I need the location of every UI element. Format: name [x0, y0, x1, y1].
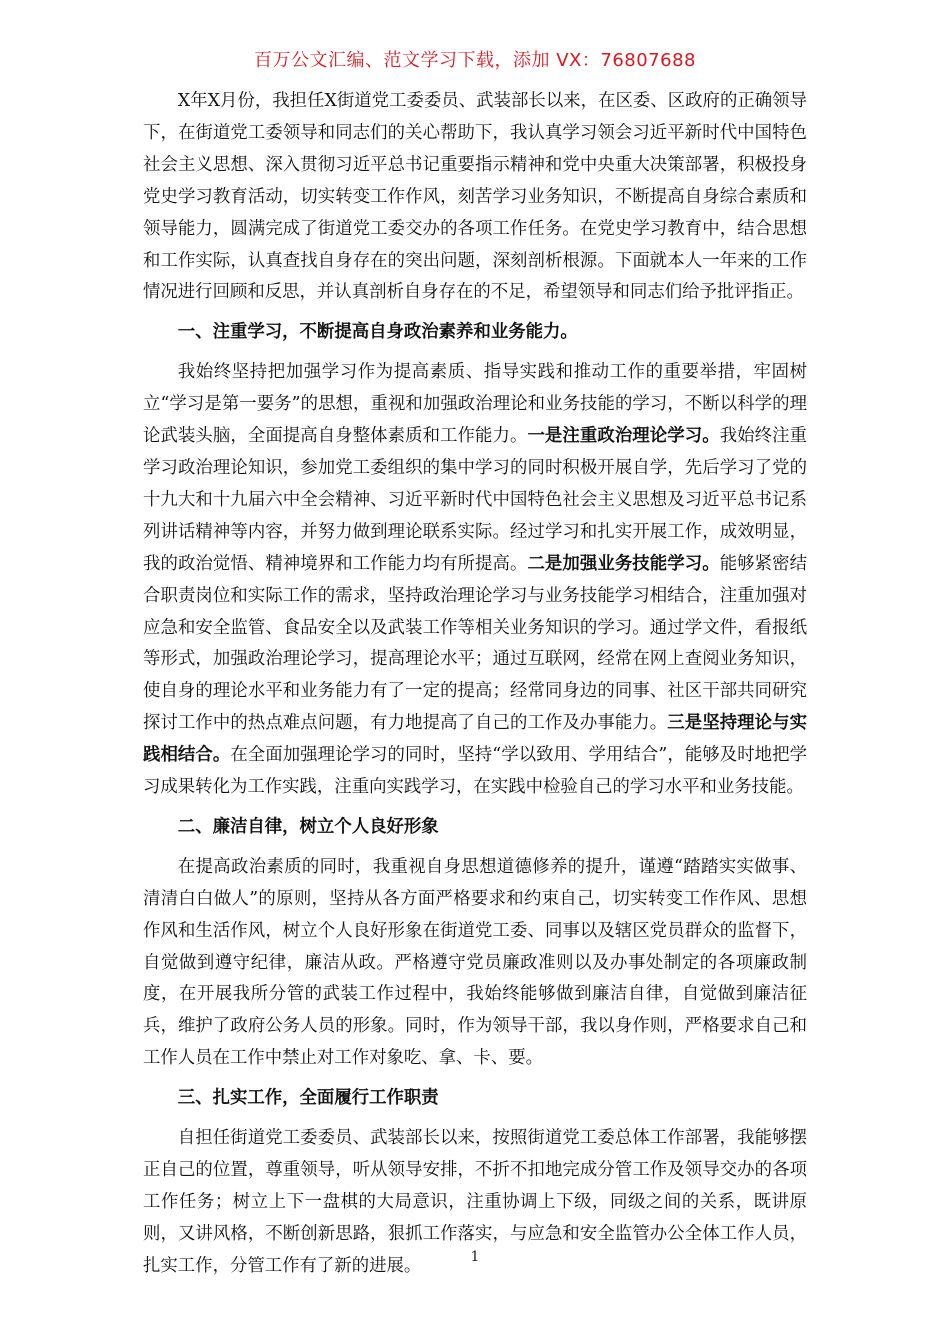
section-3-heading: 三、扎实工作，全面履行工作职责: [177, 1088, 439, 1109]
watermark-header: 百万公文汇编、范文学习下载，添加 VX：76807688: [254, 50, 696, 71]
section-1-text-4: 在全面加强理论学习的同时，坚持“学以致用、学用结合”，能够及时地把学习成果转化为工作实践，注重向实践学习，在实践中检验自己的学习水平和业务技能。: [143, 745, 807, 798]
section-1-bold-1: 一是注重政治理论学习。: [527, 426, 720, 447]
section-1-text-1: 我始终坚持把加强学习作为提高素质、指导实践和推动工作的重要举措，牢固树立“学习是第一要务”的思想，重视和加强政治理论和业务技能的学习，不断以科学的理论武装头脑，全面提高自身整体素质和工作能力。: [143, 362, 807, 447]
section-1-bold-3: 三是坚持理论与实践相结合。: [143, 713, 807, 766]
page-number: 1: [470, 1249, 480, 1265]
section-1-text-2: 我始终注重学习政治理论知识，参加党工委组织的集中学习的同时积极开展自学，先后学习了党的十九大和十九届六中全会精神、习近平新时代中国特色社会主义思想及习近平总书记系列讲话精神等内容，并努力做到理论联系实际。经过学习和扎实开展工作，成效明显，我的政治觉悟、精神境界和工作能力均有所提高。: [143, 426, 807, 574]
section-1-bold-2: 二是加强业务技能学习。: [527, 553, 720, 574]
intro-paragraph: X年X月份，我担任X街道党工委委员、武装部长以来，在区委、区政府的正确领导下，在街道党工委领导和同志们的关心帮助下，我认真学习领会习近平新时代中国特色社会主义思想、深入贯彻习近平总书记重要指示精神和党中央重大决策部署，积极投身党史学习教育活动，切实转变工作作风，刻苦学习业务知识，不断提高自身综合素质和领导能力，圆满完成了街道党工委交办的各项工作任务。在党史学习教育中，结合思想和工作实际，认真查找自身存在的突出问题，深刻剖析根源。下面就本人一年来的工作情况进行回顾和反思，并认真剖析自身存在的不足，希望领导和同志们给予批评指正。: [143, 91, 807, 303]
section-3-paragraph: 自担任街道党工委委员、武装部长以来，按照街道党工委总体工作部署，我能够摆正自己的位置，尊重领导，听从领导安排，不折不扣地完成分管工作及领导交办的各项工作任务；树立上下一盘棋的大局意识，注重协调上下级，同级之间的关系，既讲原则，又讲风格，不断创新思路，狠抓工作落实，与应急和安全监管办公全体工作人员，扎实工作，分管工作有了新的进展。: [143, 1128, 807, 1276]
section-2-paragraph: 在提高政治素质的同时，我重视自身思想道德修养的提升，谨遵“踏踏实实做事、清清白白做人”的原则，坚持从各方面严格要求和约束自己，切实转变工作作风、思想作风和生活作风，树立个人良好形象在街道党工委、同事以及辖区党员群众的监督下，自觉做到遵守纪律，廉洁从政。严格遵守党员廉政准则以及办事处制定的各项廉政制度，在开展我所分管的武装工作过程中，我始终能够做到廉洁自律，自觉做到廉洁征兵，维护了政府公务人员的形象。同时，作为领导干部，我以身作则，严格要求自己和工作人员在工作中禁止对工作对象吃、拿、卡、要。: [143, 856, 807, 1069]
document-body: [143, 86, 807, 1283]
section-1-paragraph: [143, 357, 807, 804]
section-1-heading: 一、注重学习，不断提高自身政治素养和业务能力。: [177, 322, 578, 343]
section-1-text-3: 能够紧密结合职责岗位和实际工作的需求，坚持政治理论学习与业务技能学习相结合，注重加强对应急和安全监管、食品安全以及武装工作等相关业务知识的学习。通过学文件，看报纸等形式，加强政治理论学习，提高理论水平；通过互联网，经常在网上查阅业务知识，使自身的理论水平和业务能力有了一定的提高；经常同身边的同事、社区干部共同研究探讨工作中的热点难点问题，有力地提高了自己的工作及办事能力。: [143, 553, 807, 734]
section-2-heading: 二、廉洁自律，树立个人良好形象: [177, 816, 439, 837]
